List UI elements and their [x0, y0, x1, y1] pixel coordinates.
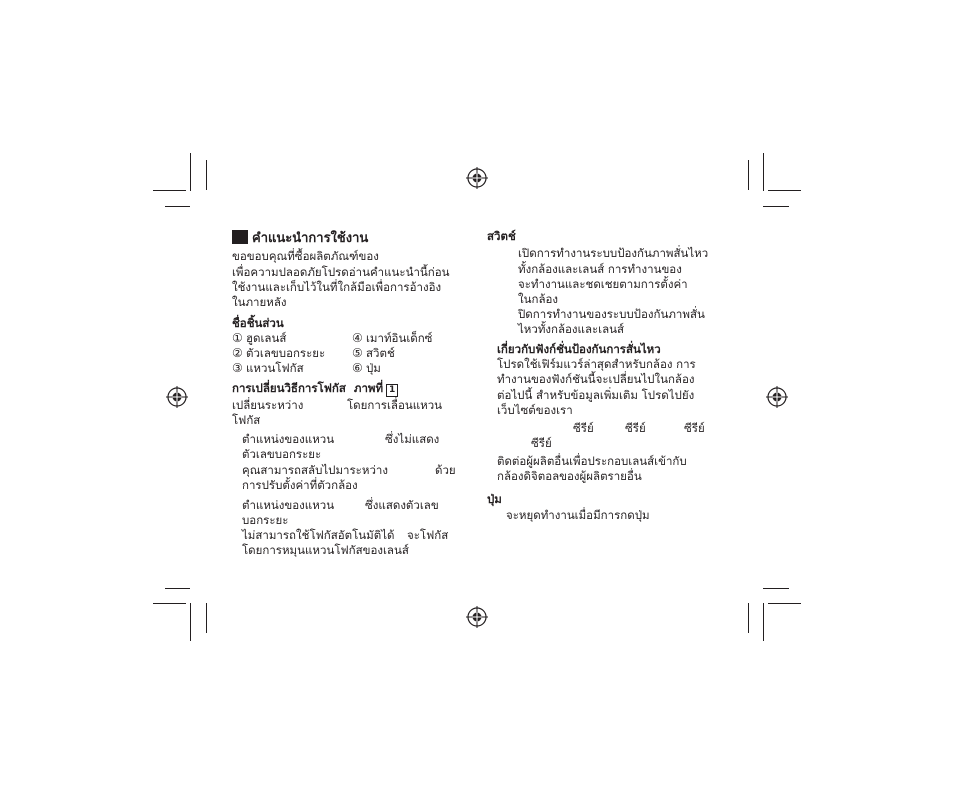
focus-pos1: ตำแหน่งของแหวน: [242, 432, 335, 446]
part-item: ④ เมาท์อินเด็กซ์: [352, 331, 433, 345]
part-item: ⑤ สวิตช์: [352, 346, 395, 360]
registration-mark-left: [166, 386, 188, 408]
firmware-text: เว็บไซต์ของเรา: [497, 403, 573, 417]
switch-text: ในกล้อง: [518, 292, 559, 306]
focus-pos2: จะโฟกัส: [407, 528, 449, 542]
camera-series: ซีรีย์: [684, 421, 705, 435]
switch-text: จะทำงานและชดเชยตามการตั้งค่า: [518, 277, 688, 291]
contact-text: ติดต่อผู้ผลิตอื่นเพื่อประกอบเลนส์เข้ากับ: [497, 454, 687, 468]
switch-text: ปิดการทำงานของระบบป้องกันภาพสั่น: [518, 307, 705, 321]
focus-pos2: ตำแหน่งของแหวน: [242, 498, 335, 512]
switch-heading: สวิตช์: [487, 229, 516, 243]
intro-line: ขอขอบคุณที่ซื้อผลิตภัณฑ์ของ: [232, 249, 379, 263]
registration-mark-bottom: [466, 606, 488, 628]
part-item: ① ฮูดเลนส์: [232, 331, 287, 345]
focus-pos1: คุณสามารถสลับไปมาระหว่าง: [242, 463, 388, 477]
button-heading: ปุ่ม: [487, 492, 502, 506]
firmware-text: โปรดใช้เฟิร์มแวร์ล่าสุดสำหรับกล้อง การ: [497, 357, 696, 371]
focus-text: โฟกัส: [232, 413, 261, 427]
focus-pos1: ด้วย: [435, 463, 456, 477]
focus-pos1: ซึ่งไม่แสดง: [385, 432, 440, 446]
figure-number-box: 1: [386, 384, 398, 397]
switch-text: ไหวทั้งกล้องและเลนส์: [518, 322, 625, 336]
firmware-text: ต่อไปนี้ สำหรับข้อมูลเพิ่มเติม โปรดไปยัง: [497, 388, 695, 402]
switch-text: ทั้งกล้องและเลนส์ การทำงานของ: [518, 262, 682, 276]
intro-line: เพื่อความปลอดภัยโปรดอ่านคำแนะนำนี้ก่อน: [232, 265, 450, 279]
part-item: ③ แหวนโฟกัส: [232, 361, 304, 375]
part-item: ② ตัวเลขบอกระยะ: [232, 346, 326, 360]
part-item: ⑥ ปุ่ม: [352, 361, 381, 375]
focus-pos2: ไม่สามารถใช้โฟกัสอัตโนมัติได้: [242, 528, 395, 542]
intro-line: ในภายหลัง: [232, 295, 287, 309]
camera-series: ซีรีย์: [625, 421, 646, 435]
focus-text: เปลี่ยนระหว่าง: [232, 398, 304, 412]
focus-heading: การเปลี่ยนวิธีการโฟกัส ภาพที่ 1: [232, 381, 398, 397]
camera-series: ซีรีย์: [573, 421, 594, 435]
button-text: จะหยุดทำงานเมื่อมีการกดปุ่ม: [506, 508, 650, 522]
focus-pos2: บอกระยะ: [242, 513, 289, 527]
focus-pos1: ตัวเลขบอกระยะ: [242, 447, 322, 461]
switch-text: เปิดการทำงานระบบป้องกันภาพสั่นไหว: [518, 246, 709, 260]
focus-pos1: การปรับตั้งค่าที่ตัวกล้อง: [242, 478, 358, 492]
focus-pos2: โดยการหมุนแหวนโฟกัสของเลนส์: [242, 543, 409, 557]
focus-pos2: ซึ่งแสดงตัวเลข: [365, 498, 439, 512]
registration-mark-top: [466, 167, 488, 189]
contact-text: กล้องดิจิตอลของผู้ผลิตรายอื่น: [497, 469, 642, 483]
firmware-text: ทำงานของฟังก์ชันนี้จะเปลี่ยนไปในกล้อง: [497, 372, 695, 386]
camera-series: ซีรีย์: [531, 436, 552, 450]
registration-mark-right: [766, 386, 788, 408]
intro-line: ใช้งานและเก็บไว้ในที่ใกล้มือเพื่อการอ้างอิง: [232, 280, 442, 294]
firmware-heading: เกี่ยวกับฟังก์ชั่นป้องกันการสั่นไหว: [497, 342, 661, 356]
page-title: คำแนะนำการใช้งาน: [232, 230, 368, 247]
black-square-icon: [232, 230, 248, 244]
parts-heading: ชื่อชิ้นส่วน: [232, 316, 284, 330]
focus-text: โดยการเลื่อนแหวน: [347, 398, 443, 412]
